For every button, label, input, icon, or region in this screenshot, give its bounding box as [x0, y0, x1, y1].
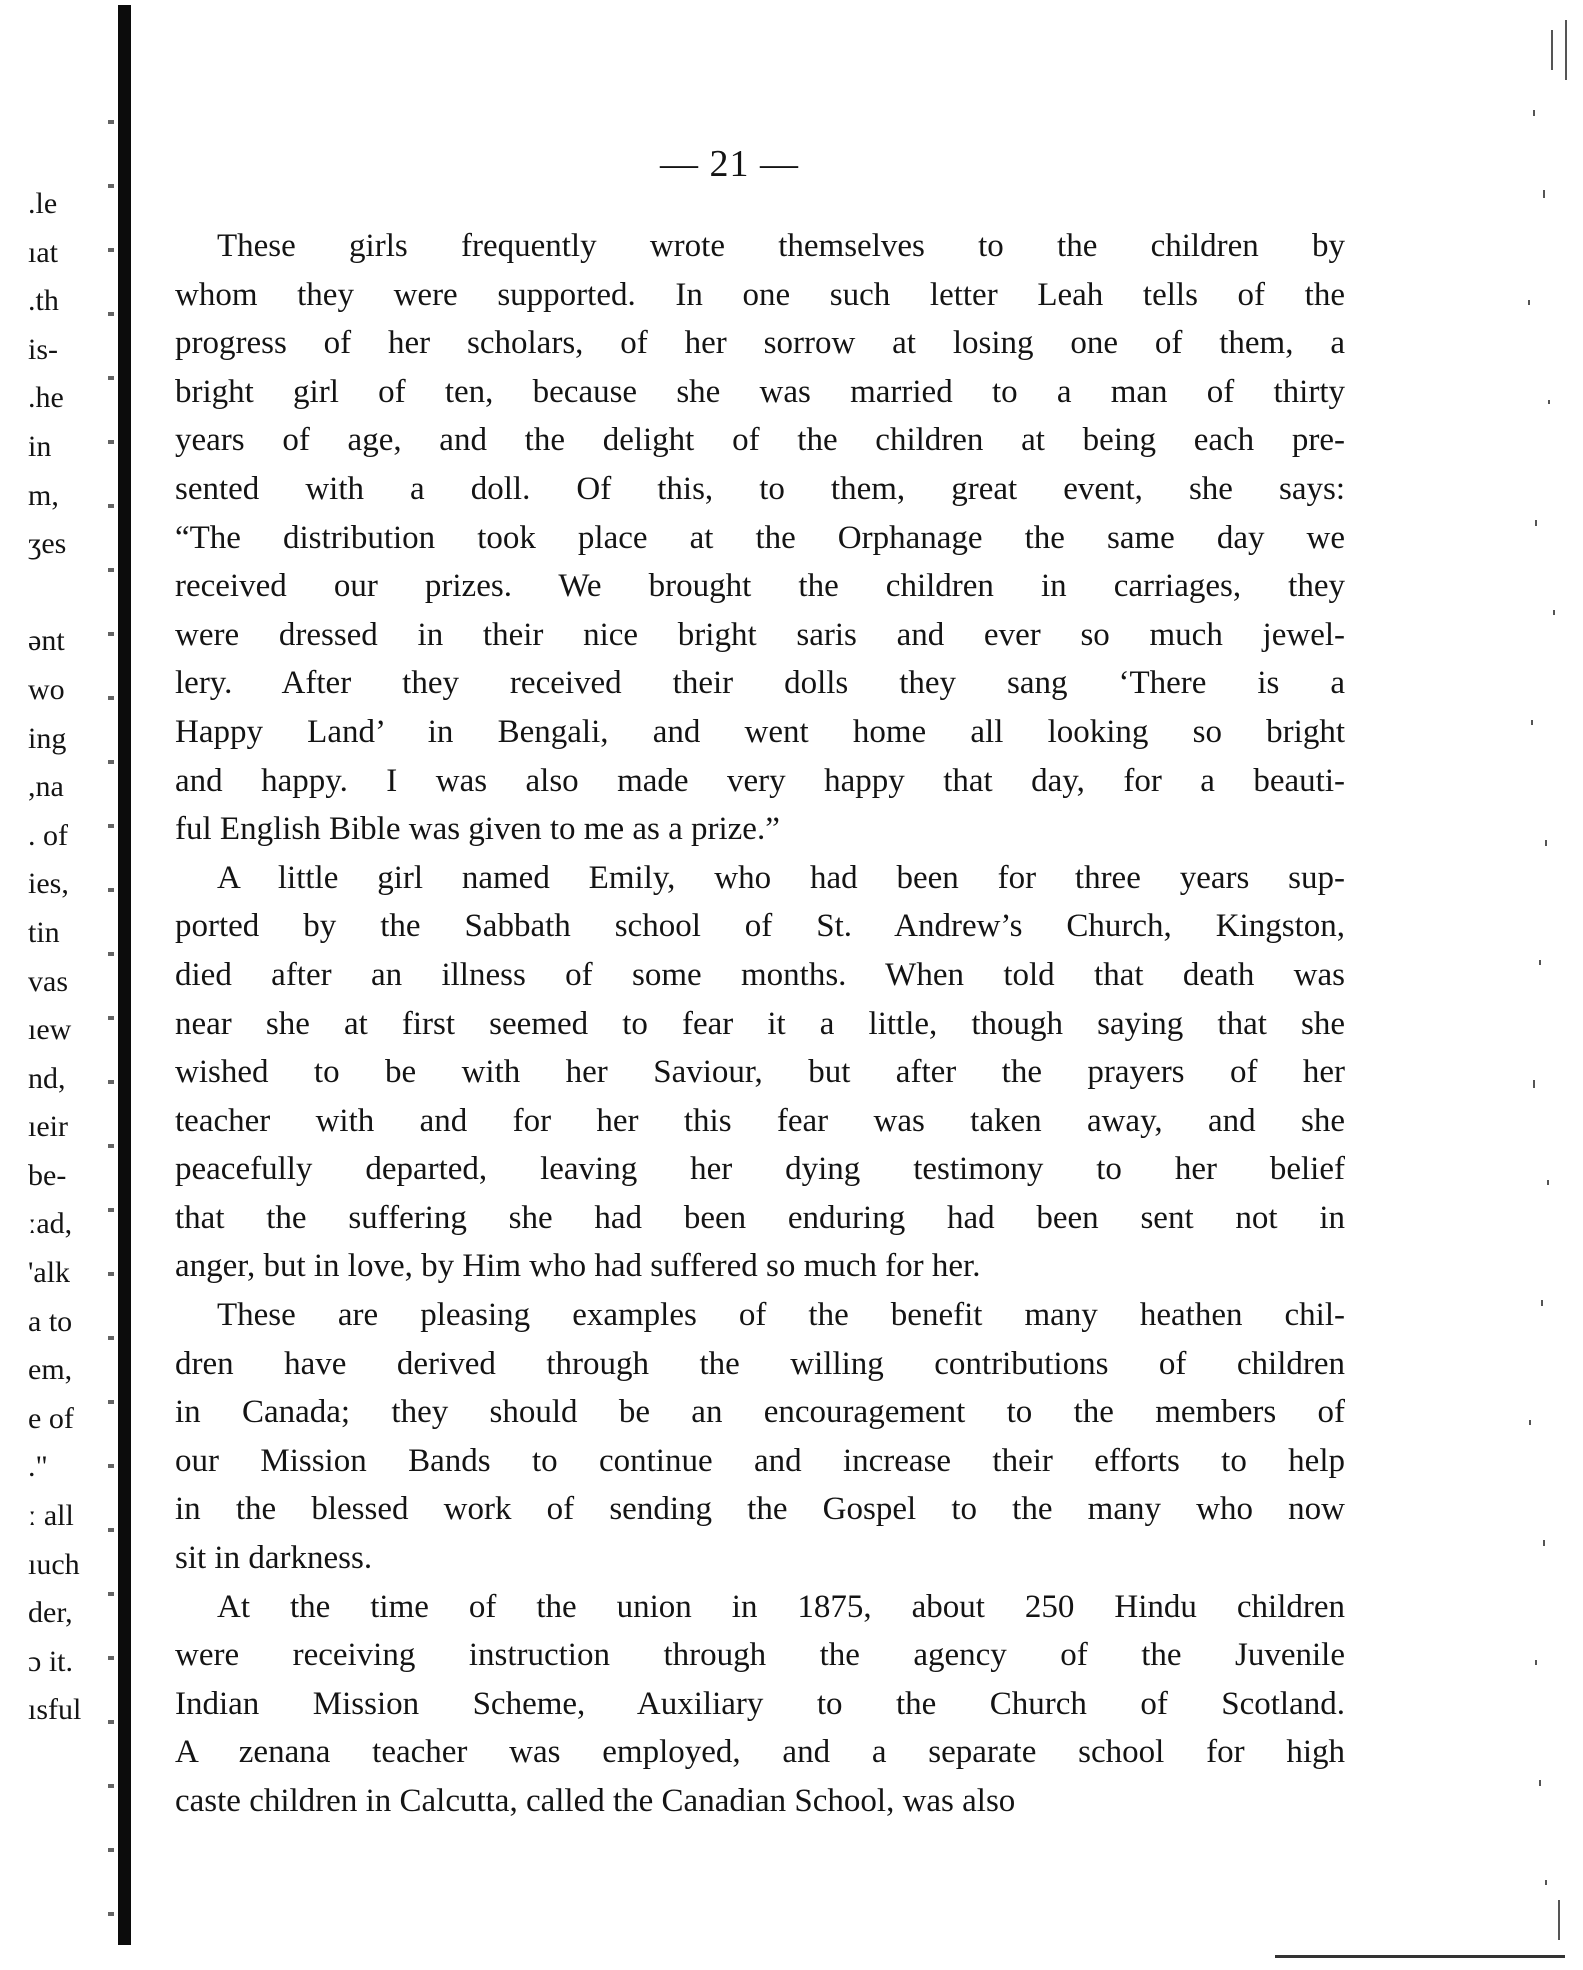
text-line: progress of her scholars, of her sorrow at losing one of them, a	[175, 325, 1345, 362]
gutter-line: ing	[28, 721, 67, 755]
page-body	[175, 222, 1345, 1826]
text-line: At the time of the union in 1875, about 250 Hindu children	[217, 1588, 1345, 1625]
text-line: teacher with and for her this fear was taken away, and she	[175, 1102, 1345, 1139]
text-line: dren have derived through the willing contributions of children	[175, 1345, 1345, 1382]
text-line: A little girl named Emily, who had been for three years sup-	[217, 859, 1345, 896]
gutter-line: a to	[28, 1304, 73, 1338]
gutter-line: nd,	[28, 1061, 66, 1095]
bottom-rule	[1275, 1955, 1565, 1958]
text-line: that the suffering she had been enduring had been sent not in	[175, 1199, 1345, 1236]
gutter-line: ."	[28, 1450, 48, 1484]
gutter-line: .he	[28, 381, 64, 415]
text-line: Indian Mission Scheme, Auxiliary to the Church of Scotland.	[175, 1685, 1345, 1722]
paragraph	[175, 854, 1345, 1291]
text-line: were dressed in their nice bright saris and ever so much jewel-	[175, 616, 1345, 653]
gutter-line: ıat	[28, 235, 58, 269]
text-line: our Mission Bands to continue and increase their efforts to help	[175, 1442, 1345, 1479]
gutter-line: ɔ it.	[28, 1644, 73, 1678]
gutter-line: ː all	[28, 1499, 74, 1533]
gutter-line: vas	[28, 964, 68, 998]
gutter-line: ıuch	[28, 1547, 80, 1581]
gutter-line	[28, 569, 88, 618]
text-line: lery. After they received their dolls they sang ‘There is a	[175, 665, 1345, 702]
page-number: — 21 —	[660, 143, 799, 185]
text-line: These are pleasing examples of the benefit many heathen chil-	[217, 1297, 1345, 1334]
gutter-line: ,na	[28, 770, 64, 804]
text-line: died after an illness of some months. When told that death was	[175, 956, 1345, 993]
text-line: “The distribution took place at the Orphanage the same day we	[175, 519, 1345, 556]
text-line: bright girl of ten, because she was married to a man of thirty	[175, 373, 1345, 410]
text-line: ful English Bible was given to me as a prize.”	[175, 811, 780, 848]
text-line: caste children in Calcutta, called the Canadian School, was also	[175, 1783, 1016, 1819]
text-line: years of age, and the delight of the children at being each pre-	[175, 422, 1345, 459]
gutter-line: ıeir	[28, 1110, 68, 1144]
gutter-line: ısful	[28, 1693, 82, 1727]
gutter-line: ʒes	[28, 527, 67, 561]
gutter-line: der,	[28, 1596, 73, 1630]
binding-shadow	[118, 5, 131, 1945]
gutter-line: in	[28, 429, 52, 463]
text-line: near she at first seemed to fear it a little, though saying that she	[175, 1005, 1345, 1042]
gutter-line: m,	[28, 478, 59, 512]
binding-specks	[108, 60, 114, 1960]
text-line: wished to be with her Saviour, but after the prayers of her	[175, 1054, 1345, 1091]
gutter-line: wo	[28, 672, 65, 706]
gutter-line: ies,	[28, 867, 69, 901]
gutter-line: ənt	[28, 624, 65, 658]
text-line: in the blessed work of sending the Gospel to the many who now	[175, 1491, 1345, 1528]
text-line: whom they were supported. In one such letter Leah tells of the	[175, 276, 1345, 313]
text-line: peacefully departed, leaving her dying testimony to her belief	[175, 1151, 1345, 1188]
gutter-line: .le	[28, 187, 58, 220]
text-line: sit in darkness.	[175, 1540, 373, 1577]
text-line: in Canada; they should be an encouragement to the members of	[175, 1394, 1345, 1431]
gutter-line: e of	[28, 1401, 74, 1435]
gutter-line: .th	[28, 284, 59, 318]
gutter-line: ıew	[28, 1013, 72, 1047]
gutter-line: 'alk	[28, 1256, 71, 1290]
gutter-line: em,	[28, 1353, 73, 1387]
scan-edge-noise	[1473, 0, 1583, 1970]
gutter-line: ːad,	[28, 1207, 73, 1241]
text-line: received our prizes. We brought the children in carriages, they	[175, 568, 1345, 605]
paragraph	[175, 1583, 1345, 1826]
text-line: These girls frequently wrote themselves to the children by	[217, 228, 1345, 264]
paragraph	[175, 1291, 1345, 1583]
paragraph	[175, 222, 1345, 854]
gutter-line: is-	[28, 332, 58, 366]
text-line: sented with a doll. Of this, to them, great event, she says:	[175, 470, 1345, 507]
gutter-line: tin	[28, 915, 60, 949]
facing-page-fragment	[28, 180, 88, 1735]
text-line: anger, but in love, by Him who had suffered so much for her.	[175, 1248, 981, 1285]
gutter-line: . of	[28, 818, 68, 852]
gutter-line: be-	[28, 1158, 67, 1192]
text-line: ported by the Sabbath school of St. Andrew’s Church, Kingston,	[175, 908, 1345, 945]
text-line: were receiving instruction through the agency of the Juvenile	[175, 1637, 1345, 1674]
text-line: A zenana teacher was employed, and a separate school for high	[175, 1734, 1345, 1771]
text-line: Happy Land’ in Bengali, and went home all looking so bright	[175, 713, 1345, 750]
text-line: and happy. I was also made very happy that day, for a beauti-	[175, 762, 1345, 799]
